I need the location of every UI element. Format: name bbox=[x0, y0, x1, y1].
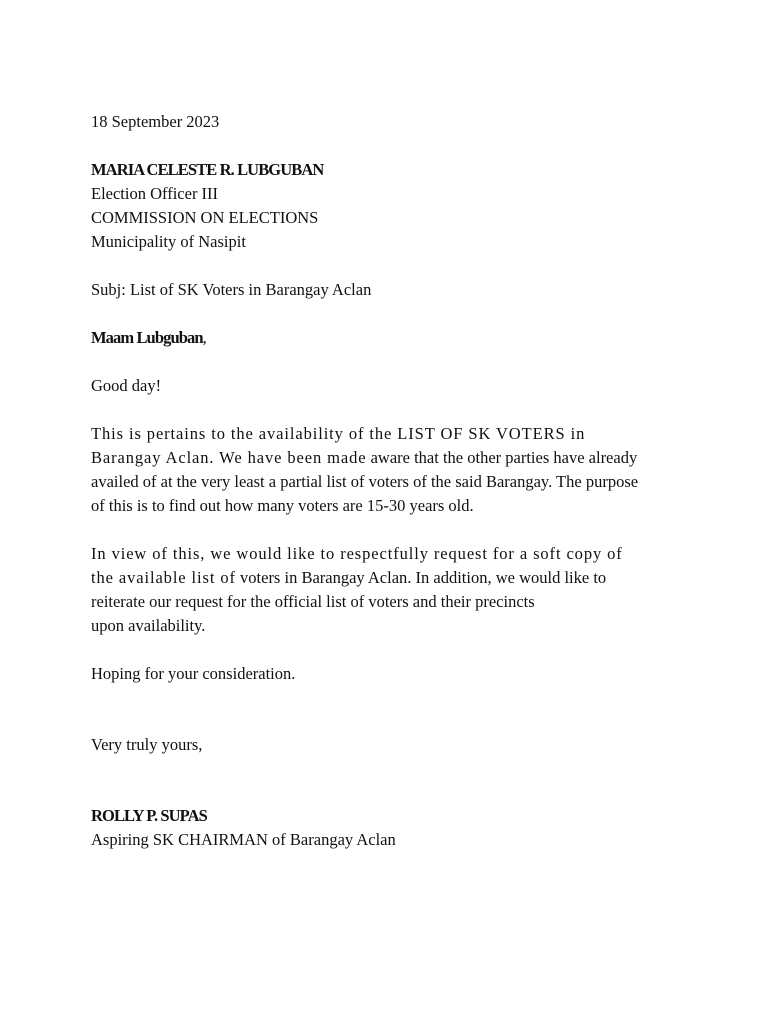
paragraph-line: In view of this, we would like to respectfully request for a soft copy of bbox=[91, 544, 623, 563]
paragraph-line: of this is to find out how many voters are 15-30 years old. bbox=[91, 496, 474, 515]
sender-title: Aspiring SK CHAIRMAN of Barangay Aclan bbox=[91, 830, 396, 849]
paragraph-availability bbox=[91, 422, 681, 518]
recipient-title: Election Officer III bbox=[91, 184, 219, 203]
closing-line: Very truly yours, bbox=[91, 735, 203, 754]
paragraph-line: Barangay Aclan. We have been made aware that the other parties have already bbox=[91, 448, 638, 467]
paragraph-line: availed of at the very least a partial list of voters of the said Barangay. The purpose bbox=[91, 472, 639, 491]
salutation-punctuation: , bbox=[202, 328, 207, 347]
paragraph-line: reiterate our request for the official list of voters and their precincts bbox=[91, 592, 535, 611]
paragraph-line: upon availability. bbox=[91, 616, 206, 635]
letter-body bbox=[91, 110, 691, 852]
sender-name: ROLLY P. SUPAS bbox=[91, 806, 207, 825]
recipient-office: COMMISSION ON ELECTIONS bbox=[91, 208, 319, 227]
greeting: Good day! bbox=[91, 376, 162, 395]
paragraph-line: the available list of voters in Barangay Aclan. In addition, we would like to bbox=[91, 568, 607, 587]
salutation-name: Maam Lubguban bbox=[91, 328, 203, 347]
letter-date: 18 September 2023 bbox=[91, 112, 220, 131]
subject-line: Subj: List of SK Voters in Barangay Aclan bbox=[91, 280, 372, 299]
recipient-name: MARIA CELESTE R. LUBGUBAN bbox=[91, 160, 324, 179]
recipient-location: Municipality of Nasipit bbox=[91, 232, 246, 251]
salutation bbox=[91, 326, 691, 350]
paragraph-request bbox=[91, 542, 681, 638]
paragraph-line: This is pertains to the availability of the LIST OF SK VOTERS in bbox=[91, 424, 586, 443]
hoping-line: Hoping for your consideration. bbox=[91, 664, 296, 683]
